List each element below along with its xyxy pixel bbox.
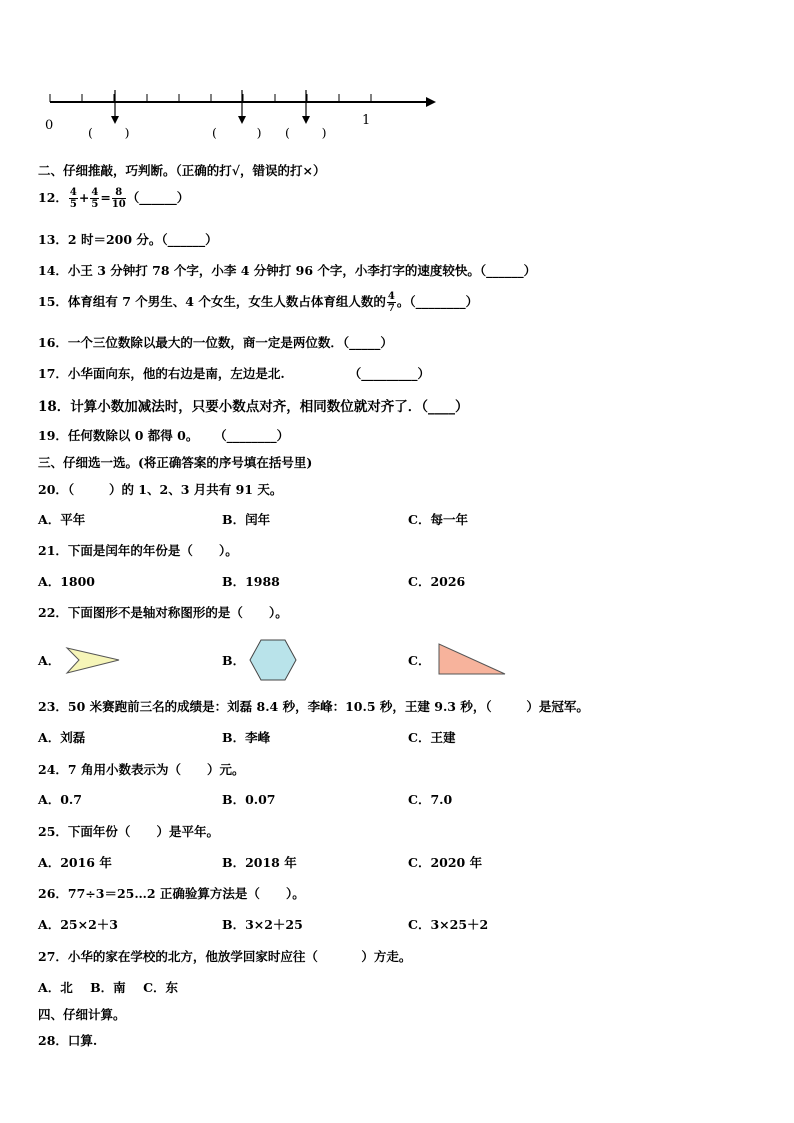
q22-option-a[interactable]: A． (38, 653, 61, 668)
q12-answer-blank[interactable]: （______） (126, 190, 190, 205)
q19-text: 19．任何数除以 0 都得 0。 (38, 428, 199, 443)
q12-equals: = (100, 190, 111, 205)
question-20: 20．（ ）的 1、2、3 月共有 91 天。 (38, 482, 283, 497)
q12-fraction-2: $\frac{4}{5}$ (91, 187, 99, 210)
question-26: 26．77÷3＝25…2 正确验算方法是（ ）。 (38, 886, 305, 901)
q27-options[interactable]: A．北 B．南 C．东 (38, 980, 179, 995)
q12-plus: + (78, 190, 90, 205)
q24-option-a[interactable]: A．0.7 (38, 792, 82, 807)
q21-option-a[interactable]: A．1800 (38, 574, 95, 589)
section-3-heading: 三、仔细选一选。(将正确答案的序号填在括号里) (38, 455, 313, 470)
q24-option-c[interactable]: C．7.0 (408, 792, 453, 807)
q23-option-a[interactable]: A．刘磊 (38, 730, 86, 745)
question-27: 27．小华的家在学校的北方，他放学回家时应往（ ）方走。 (38, 949, 412, 964)
question-12 (38, 187, 189, 210)
question-16: 16．一个三位数除以最大的一位数，商一定是两位数．（_____） (38, 335, 393, 350)
q23-option-c[interactable]: C．王建 (408, 730, 456, 745)
hexagon-figure (248, 638, 298, 682)
question-15 (38, 291, 478, 314)
number-line (40, 88, 480, 128)
q19-answer-blank[interactable]: （________） (220, 428, 290, 443)
section-2-heading: 二、仔细推敲，巧判断。（正确的打√，错误的打×） (38, 163, 326, 178)
arrow-shape-figure (65, 646, 121, 676)
q23-option-b[interactable]: B．李峰 (222, 730, 271, 745)
q21-option-c[interactable]: C．2026 (408, 574, 466, 589)
q12-fraction-1: $\frac{4}{5}$ (69, 187, 77, 210)
q15-text: 15．体育组有 7 个男生、4 个女生，女生人数占体育组人数的 (38, 294, 386, 309)
q20-option-b[interactable]: B．闰年 (222, 512, 271, 527)
q17-answer-blank[interactable]: （_________） (348, 366, 431, 381)
q15-answer-blank[interactable]: 。（________） (396, 294, 479, 309)
number-line-blank-1[interactable]: ( ) (88, 125, 130, 140)
number-line-zero: 0 (45, 118, 54, 133)
question-21: 21．下面是闰年的年份是（ ）。 (38, 543, 238, 558)
number-line-blank-2[interactable]: ( ) (212, 125, 262, 140)
q22-option-c[interactable]: C． (408, 653, 431, 668)
question-22: 22．下面图形不是轴对称图形的是（ ）。 (38, 605, 288, 620)
question-18: 18．计算小数加减法时，只要小数点对齐，相同数位就对齐了．（____） (38, 399, 469, 415)
question-23: 23．50 米赛跑前三名的成绩是：刘磊 8.4 秒，李峰：10.5 秒，王建 9.3 秒，（ ）是冠军。 (38, 699, 589, 714)
question-17 (38, 364, 430, 382)
q12-fraction-3: $\frac{8}{10}$ (111, 187, 126, 210)
question-19 (38, 426, 289, 444)
q21-option-b[interactable]: B．1988 (222, 574, 280, 589)
question-14: 14．小王 3 分钟打 78 个字，小李 4 分钟打 96 个字，小李打字的速度较快。（______） (38, 263, 537, 278)
q25-option-a[interactable]: A．2016 年 (38, 855, 112, 870)
q25-option-b[interactable]: B．2018 年 (222, 855, 297, 870)
question-13: 13．2 时＝200 分。（______） (38, 232, 218, 247)
question-28: 28．口算. (38, 1033, 98, 1048)
q20-option-c[interactable]: C．每一年 (408, 512, 468, 527)
q25-option-c[interactable]: C．2020 年 (408, 855, 483, 870)
q26-option-c[interactable]: C．3×25＋2 (408, 917, 489, 932)
q17-text: 17．小华面向东，他的右边是南，左边是北. (38, 366, 285, 381)
q15-fraction: $\frac{4}{7}$ (387, 291, 395, 314)
number-line-one: 1 (362, 113, 371, 128)
q24-option-b[interactable]: B．0.07 (222, 792, 276, 807)
q26-option-b[interactable]: B．3×2＋25 (222, 917, 303, 932)
q26-option-a[interactable]: A．25×2＋3 (38, 917, 118, 932)
q20-option-a[interactable]: A．平年 (38, 512, 86, 527)
q12-number: 12． (38, 190, 68, 205)
section-4-heading: 四、仔细计算。 (38, 1007, 126, 1022)
q22-option-b[interactable]: B． (222, 653, 246, 668)
right-triangle-figure (436, 641, 508, 677)
question-25: 25．下面年份（ ）是平年。 (38, 824, 220, 839)
number-line-blank-3[interactable]: ( ) (285, 125, 327, 140)
question-24: 24．7 角用小数表示为（ ）元。 (38, 762, 245, 777)
